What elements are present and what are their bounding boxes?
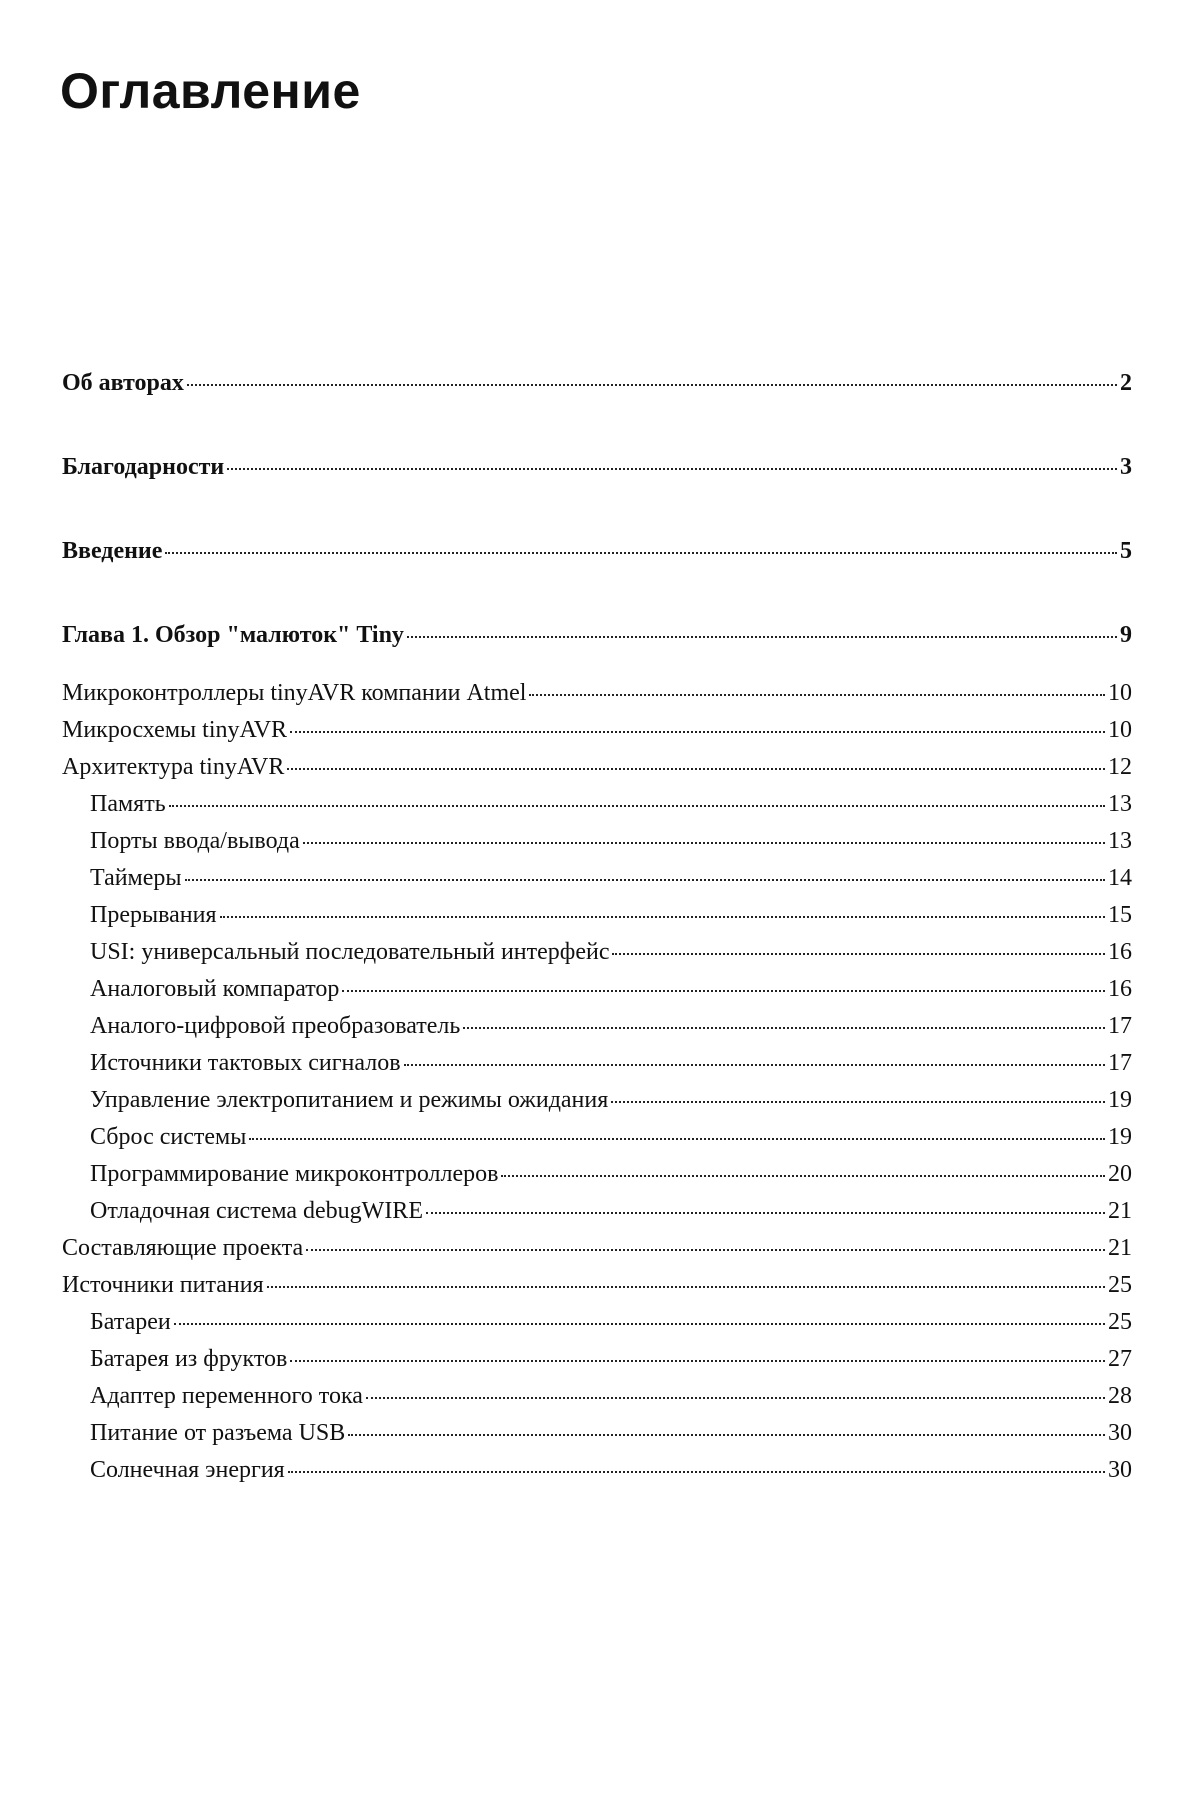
dot-leader	[169, 805, 1105, 807]
dot-leader	[303, 842, 1105, 844]
toc-entry[interactable]	[62, 1420, 1132, 1457]
toc-entry-label: Отладочная система debugWIRE	[90, 1198, 423, 1224]
dot-leader	[407, 636, 1117, 638]
toc-entry-label: Таймеры	[90, 865, 182, 891]
toc-entry-page: 2	[1120, 370, 1132, 396]
toc-entry[interactable]	[62, 1383, 1132, 1420]
toc-entry-label: Микросхемы tinyAVR	[62, 717, 288, 743]
page-title: Оглавление	[60, 63, 361, 119]
dot-leader	[529, 694, 1105, 696]
dot-leader	[288, 1471, 1105, 1473]
toc-entry-page: 13	[1108, 828, 1132, 854]
toc-entry-label: Программирование микроконтроллеров	[90, 1161, 499, 1187]
toc-entry-page: 25	[1108, 1309, 1132, 1335]
toc-entry-page: 30	[1108, 1420, 1132, 1446]
toc-entry[interactable]	[62, 976, 1132, 1013]
toc-entry-label: Прерывания	[90, 902, 217, 928]
toc-entry[interactable]	[62, 1087, 1132, 1124]
toc-entry[interactable]	[62, 370, 1132, 454]
toc-entry-page: 10	[1108, 680, 1132, 706]
toc-entry-page: 21	[1108, 1198, 1132, 1224]
dot-leader	[227, 468, 1117, 470]
toc-entry-page: 25	[1108, 1272, 1132, 1298]
toc-entry-page: 28	[1108, 1383, 1132, 1409]
toc-entry-label: Аналого-цифровой преобразователь	[90, 1013, 461, 1039]
toc-entry[interactable]	[62, 717, 1132, 754]
dot-leader	[348, 1434, 1105, 1436]
toc-entry[interactable]	[62, 1050, 1132, 1087]
toc-entry-label: USI: универсальный последовательный интерфейс	[90, 939, 610, 965]
dot-leader	[426, 1212, 1105, 1214]
toc-entry[interactable]	[62, 1161, 1132, 1198]
toc-entry-label: Батарея из фруктов	[90, 1346, 288, 1372]
toc-entry-label: Введение	[62, 538, 163, 564]
toc-entry[interactable]	[62, 1198, 1132, 1235]
toc-entry[interactable]	[62, 902, 1132, 939]
dot-leader	[290, 1360, 1105, 1362]
toc-entry-page: 20	[1108, 1161, 1132, 1187]
toc-entry-page: 17	[1108, 1013, 1132, 1039]
dot-leader	[290, 731, 1105, 733]
toc-entry-label: Адаптер переменного тока	[90, 1383, 363, 1409]
toc-entry[interactable]	[62, 865, 1132, 902]
toc-entry-label: Микроконтроллеры tinyAVR компании Atmel	[62, 680, 527, 706]
toc-main-section	[62, 370, 1132, 706]
toc-entry-label: Источники питания	[62, 1272, 264, 1298]
toc-entry[interactable]	[62, 680, 1132, 717]
toc-entry-page: 5	[1120, 538, 1132, 564]
toc-entry-label: Порты ввода/вывода	[90, 828, 300, 854]
dot-leader	[174, 1323, 1105, 1325]
toc-entry-label: Благодарности	[62, 454, 225, 480]
toc-entry[interactable]	[62, 791, 1132, 828]
toc-entry[interactable]	[62, 454, 1132, 538]
dot-leader	[366, 1397, 1105, 1399]
toc-entry-label: Сброс системы	[90, 1124, 247, 1150]
toc-entry-page: 15	[1108, 902, 1132, 928]
toc-entry-page: 3	[1120, 454, 1132, 480]
toc-chapter-1-section	[62, 680, 1132, 1494]
toc-entry[interactable]	[62, 1013, 1132, 1050]
toc-entry[interactable]	[62, 1272, 1132, 1309]
toc-entry[interactable]	[62, 1309, 1132, 1346]
toc-entry-page: 9	[1120, 622, 1132, 648]
dot-leader	[501, 1175, 1105, 1177]
toc-entry[interactable]	[62, 939, 1132, 976]
dot-leader	[249, 1138, 1105, 1140]
toc-entry-page: 21	[1108, 1235, 1132, 1261]
dot-leader	[220, 916, 1105, 918]
toc-entry-page: 13	[1108, 791, 1132, 817]
toc-entry-page: 16	[1108, 976, 1132, 1002]
toc-entry-page: 16	[1108, 939, 1132, 965]
dot-leader	[187, 384, 1117, 386]
dot-leader	[342, 990, 1105, 992]
toc-entry-label: Составляющие проекта	[62, 1235, 304, 1261]
toc-entry-page: 27	[1108, 1346, 1132, 1372]
dot-leader	[287, 768, 1105, 770]
toc-entry-label: Об авторах	[62, 370, 184, 396]
toc-entry[interactable]	[62, 1124, 1132, 1161]
dot-leader	[267, 1286, 1105, 1288]
toc-entry-label: Управление электропитанием и режимы ожидания	[90, 1087, 609, 1113]
toc-entry-page: 17	[1108, 1050, 1132, 1076]
toc-entry-label: Глава 1. Обзор "малюток" Tiny	[62, 622, 404, 648]
toc-entry[interactable]	[62, 538, 1132, 622]
toc-entry-label: Аналоговый компаратор	[90, 976, 340, 1002]
toc-entry-label: Память	[90, 791, 166, 817]
toc-entry[interactable]	[62, 754, 1132, 791]
toc-entry-label: Питание от разъема USB	[90, 1420, 346, 1446]
toc-entry-page: 30	[1108, 1457, 1132, 1483]
dot-leader	[306, 1249, 1105, 1251]
dot-leader	[611, 1101, 1105, 1103]
toc-entry-page: 10	[1108, 717, 1132, 743]
toc-entry-label: Архитектура tinyAVR	[62, 754, 285, 780]
dot-leader	[612, 953, 1105, 955]
toc-entry-label: Солнечная энергия	[90, 1457, 285, 1483]
toc-entry-label: Источники тактовых сигналов	[90, 1050, 401, 1076]
dot-leader	[165, 552, 1117, 554]
dot-leader	[463, 1027, 1105, 1029]
toc-entry[interactable]	[62, 828, 1132, 865]
toc-entry-page: 12	[1108, 754, 1132, 780]
toc-entry[interactable]	[62, 1457, 1132, 1494]
toc-entry[interactable]	[62, 1346, 1132, 1383]
dot-leader	[404, 1064, 1105, 1066]
dot-leader	[185, 879, 1105, 881]
toc-entry[interactable]	[62, 1235, 1132, 1272]
toc-entry-page: 19	[1108, 1087, 1132, 1113]
toc-entry-page: 19	[1108, 1124, 1132, 1150]
toc-entry-label: Батареи	[90, 1309, 171, 1335]
toc-entry-page: 14	[1108, 865, 1132, 891]
